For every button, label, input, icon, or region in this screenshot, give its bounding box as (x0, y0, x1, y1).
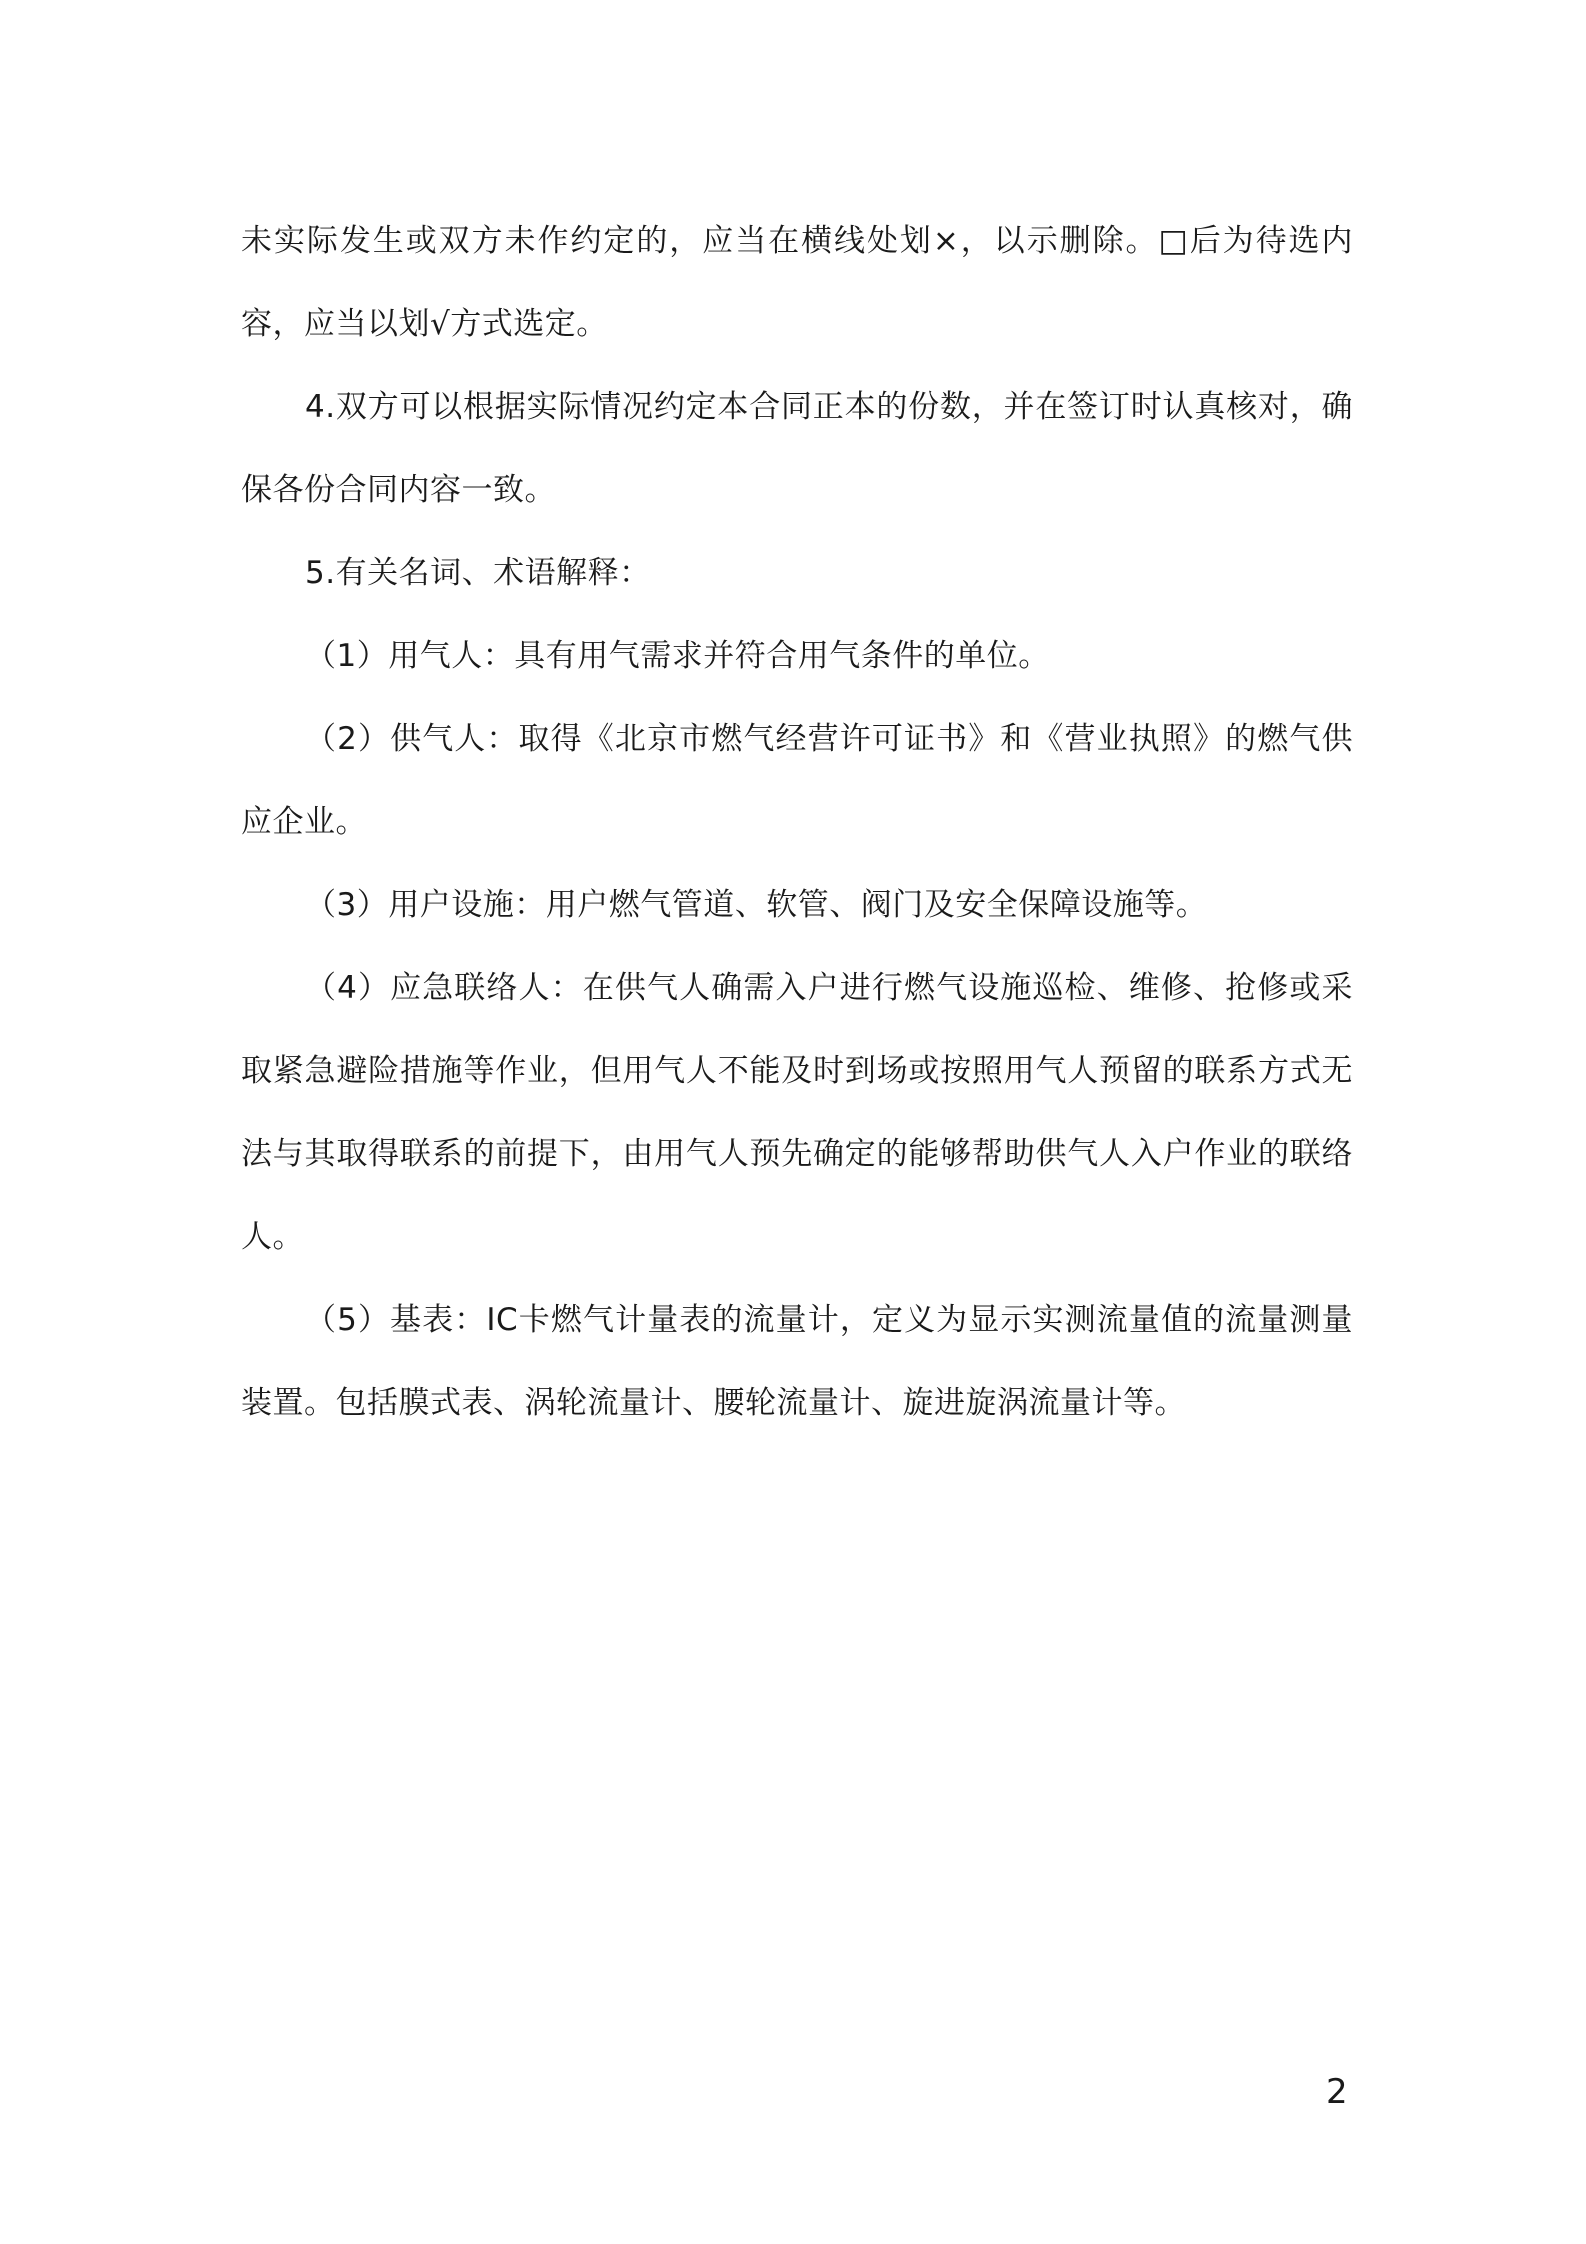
paragraph-deletion-rules: 未实际发生或双方未作约定的，应当在横线处划×，以示删除。□后为待选内容，应当以划√方式选定。 (241, 223, 1353, 342)
paragraph-term-user-facilities: （3）用户设施：用户燃气管道、软管、阀门及安全保障设施等。 (305, 887, 1208, 923)
page-number: 2 (1326, 2072, 1348, 2112)
document-body (241, 200, 1353, 1445)
paragraph-contract-copies: 4.双方可以根据实际情况约定本合同正本的份数，并在签订时认真核对，确保各份合同内容一致。 (241, 389, 1353, 508)
paragraph-terms-heading: 5.有关名词、术语解释： (305, 555, 651, 591)
paragraph-term-gas-supplier: （2）供气人：取得《北京市燃气经营许可证书》和《营业执照》的燃气供应企业。 (241, 721, 1353, 840)
paragraph-term-base-meter: （5）基表：IC卡燃气计量表的流量计，定义为显示实测流量值的流量测量装置。包括膜式表、涡轮流量计、腰轮流量计、旋进旋涡流量计等。 (241, 1302, 1353, 1421)
paragraph-term-emergency-contact: （4）应急联络人：在供气人确需入户进行燃气设施巡检、维修、抢修或采取紧急避险措施等作业，但用气人不能及时到场或按照用气人预留的联系方式无法与其取得联系的前提下，由用气人预先确定的能够帮助供气人入户作业的联络人。 (241, 970, 1353, 1255)
paragraph-term-gas-user: （1）用气人：具有用气需求并符合用气条件的单位。 (305, 638, 1050, 674)
